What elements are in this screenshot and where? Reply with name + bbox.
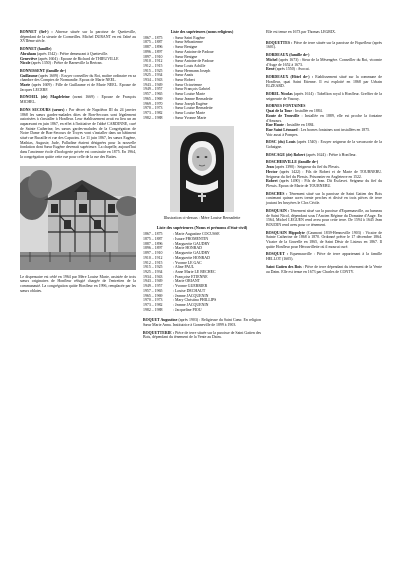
place-desc: : Installée en 1889, elle est proche la fontaine d'Amours. — [266, 113, 382, 123]
place-name: Route de Trouville — [266, 113, 300, 118]
nun-portrait-image — [170, 126, 234, 212]
entry-body: (après 1540) : Ecuyer seigneur de la vavassorie de la Gohaigne. — [266, 140, 382, 150]
portrait-caption: Illustration ci-dessus : Mère Louise Bernadette — [163, 215, 241, 221]
entry-head: BOQUETTES : — [266, 40, 293, 45]
person-name: René — [266, 67, 275, 72]
list-name: : Sœur Louis Achille — [173, 63, 206, 68]
list-name: : Isaure FROMENTIN — [173, 237, 209, 242]
list-name: : Yvonne LE GAC — [173, 260, 202, 265]
list-years: 1973 – 1982 — [143, 110, 163, 115]
person-name: Geneviève — [20, 56, 38, 61]
list-years: 1897 – 1910 — [143, 251, 163, 256]
list-years: 1915 – 1925 — [143, 265, 163, 270]
entry-head: BOSCHERVILLE (famille de-) — [266, 160, 319, 165]
list-name: : Sœur Louise Bernadette — [173, 106, 213, 111]
entry-body: (avant 1669) : Epouse de François MICHEL. — [20, 95, 136, 105]
list-years: 1867 – 1875 — [143, 35, 163, 40]
list-years: 1915 – 1925 — [143, 68, 163, 73]
list-name: : Yvonne GUERRIER — [173, 284, 208, 289]
person-desc: (après 1542) : Prêtre demeurant à Quetteville. — [36, 51, 109, 56]
entry-head: BOSQUET : — [266, 252, 289, 257]
entry-bonnet-famille — [20, 47, 136, 66]
entry-bonnissent — [20, 69, 136, 93]
list-years: 1973 – 1982 — [143, 302, 163, 307]
entry-head: BOSCHES : — [266, 191, 288, 196]
entry-head: BOREL Nicolas — [266, 92, 293, 97]
list-name: : Sœur Benigne — [173, 54, 198, 59]
list-years: 1887 – 1896 — [143, 45, 163, 50]
column-right — [266, 30, 382, 277]
list-title-civil: Liste des supérieures (Noms et prénoms d'état-civil) — [156, 225, 248, 231]
place-name: Rue Haute — [266, 123, 284, 128]
entry-boscage — [266, 153, 382, 158]
column-left — [20, 30, 136, 299]
list-name: : Aline PAUL — [173, 265, 195, 270]
entry-bosquain-hippolyte — [266, 231, 382, 250]
list-years: 1896 – 1897 — [143, 246, 163, 251]
list-name: : Jacqueline PIOU — [173, 307, 202, 312]
list-years: 1897 – 1910 — [143, 54, 163, 59]
list-name: : Sœur Antoine de Padoue — [173, 49, 214, 54]
entry-head: BONNET (famille) — [20, 47, 52, 52]
list-name: : Sœur Hermann Joseph — [173, 68, 211, 73]
person-name: Marie — [20, 83, 31, 88]
list-years: 1910 – 1912 — [143, 255, 163, 260]
list-years: 1934 – 1943 — [143, 78, 163, 83]
list-years: 1970 – 1973 — [143, 298, 163, 303]
entry-bordeaux-famille — [266, 53, 382, 72]
list-years: 1867 – 1875 — [143, 232, 163, 237]
person-name: Hector — [266, 169, 278, 174]
list-years: 1875 – 1887 — [143, 40, 163, 45]
person-desc: (après 1673) : Sieur de la Mésengère. Conseiller du Roi, vicomte d'Auge de 1652 à 1673. — [266, 57, 382, 67]
see-also: Voir aussi à Pompes. — [266, 132, 299, 137]
list-years: 1925 – 1934 — [143, 269, 163, 274]
list-years: 1887 – 1896 — [143, 241, 163, 246]
list-years: 1965 – 1969 — [143, 96, 163, 101]
entry-head: BONNET (fief-) : — [20, 30, 53, 34]
list-name: : Marguerite GAUDRY — [173, 241, 210, 246]
entry-continuation: Elle est tenue en 1673 par Thomas LEGRIX. — [266, 30, 336, 34]
list-years: 1957 – 1965 — [143, 92, 163, 97]
list-name: : Sœur Anaïs — [173, 73, 194, 78]
place-desc: : Installée en 1884. — [284, 123, 315, 128]
list-years: 1943 – 1949 — [143, 279, 163, 284]
entry-bonoeil — [20, 95, 136, 104]
entry-bornes-fontaines — [266, 104, 382, 137]
entry-body: Par décret de Napoléon III du 24 janvier 1868 les sœurs gardes-malades dites de Bon-Secours sont légalement autorisées à s'installer à Honfleur. Leur établissement avait eu lieu un an auparavant en juin 1867, en effet à l'initiative de l'abbé CARDINNE, curé de Sainte Catherine, les sœurs gardes-malades de la Congrégation de Notre Dame de Bon-Secours de Troyes vont s'installer dans un bâtiment situé rue Bucaille et rue des Capucins. Le 11 juin 1867, les sœurs Eugène, Mathias, Auguste, Jude, Palladine étaient désignées pour la nouvelle fondation dont Sœur Eugène devenait supérieure. La chapelle, aujourd'hui dans l'ancienne école d'horlogerie privée est construite en 1875. En 1964, la congrégation quitte cette rue pour celle de la rue des Buttes. — [20, 107, 136, 159]
list-years: 1912 – 1915 — [143, 63, 163, 68]
list-name: : Marie Augustine COCUSSE — [173, 232, 220, 237]
list-name: : Sœur Octavienne — [173, 82, 202, 87]
entry-boquetterie — [143, 331, 261, 340]
entry-head: BOQUETTERIE : — [143, 330, 175, 335]
person-desc: (après 1609) : Fille de Guillaume et de Marie NEEL. Epouse de Jacques LECERF. — [20, 83, 136, 92]
superiors-religious-list — [143, 36, 261, 121]
entry-body: Equemauville : Pièce de terre appartenant à la famille HELLOT (1605). — [266, 252, 382, 262]
entry-head: BORDEAUX (Hôtel de-) : — [266, 74, 314, 79]
list-years: 1949 – 1957 — [143, 284, 163, 289]
list-row — [143, 116, 261, 121]
entry-body: Ténement situé sur la paroisse de Saint Gatien des Bois contenant quinze acres trente perches et divisé en trois pièces de terre joutant les bruyères le Clos Cécile. — [266, 191, 382, 206]
entry-head: Saint Gatien des Bois — [266, 264, 302, 269]
person-name: Michel — [266, 57, 278, 62]
list-years: 1969 – 1970 — [143, 101, 163, 106]
list-years: 1949 – 1957 — [143, 87, 163, 92]
list-name: : Louise DECHAUT — [173, 288, 206, 293]
list-name: : Marguerite HONRAD — [173, 255, 210, 260]
list-name: : Marie HONRAD — [173, 246, 202, 251]
entry-body: Aînesse située sur la paroisse de Quetteville, dépendant de la sieurie de Cormeilles. Michel DURANT en est l'aîné au XVIIème siècle. — [20, 30, 136, 44]
entry-bons-secours — [20, 108, 136, 160]
person-desc: (après 1550) : Avocat. — [275, 67, 310, 72]
list-years: 1910 – 1912 — [143, 59, 163, 64]
list-years: 1925 – 1934 — [143, 73, 163, 78]
entry-body: (après 1624) : Prêtre à Honfleur. — [306, 152, 357, 157]
list-name: : Sœur Jeanne Bernadette — [173, 96, 213, 101]
entry-body: Ténement situé sur la paroisse d'Equemauville, au hameau de Saint Nicol, dépendant sous l'Ancien Régime du Domaine d'Auge. En 1564, Michel LEGUEN rend aveu pour cette terre. De 1594 à 1645 Jean BOUDIN rend aveu pour ce ténement. — [266, 208, 382, 227]
entry-body: (Caumont 1839-Hennoville 1903) : Vicaire de Sainte Catherine de 1868 à 1870. Ordonné prêtre le 17 décembre 1864. Vicaire de la Gravelle en 1865, de Saint Désir de Lisieux en 1867. Il quitte Honfleur pour Hérouvillette où il mourut curé. — [266, 230, 382, 249]
list-name: : Jeanne JACQUENIN — [173, 293, 209, 298]
entry-body: (après 1903) : Religieuse du Saint Cœur. En religion Sœur Marie Anna. Institutrice à Gonneville de 1899 à 1903. — [143, 318, 261, 328]
list-name: : Françoise ETIENNE — [173, 274, 208, 279]
entry-head: BOSCAGE (de) Robert — [266, 152, 306, 157]
list-years: 1912 – 1915 — [143, 260, 163, 265]
person-name: Jean — [266, 165, 274, 170]
place-name: Quai de la Tour — [266, 109, 293, 114]
person-name: Nicole — [20, 61, 31, 66]
entry-head: BONOEIL (de) Magdeleine — [20, 95, 70, 100]
list-name: : Sœur Yvonne Marie — [173, 115, 207, 120]
list-years: 1965 – 1969 — [143, 293, 163, 298]
list-years: 1934 – 1943 — [143, 274, 163, 279]
list-name: : Sœur Robert — [173, 78, 195, 83]
list-years: 1943 – 1949 — [143, 82, 163, 87]
house-photo — [20, 166, 136, 270]
list-name: : Sœur Antoine de Padoue — [173, 59, 214, 64]
entry-body: Pièce de terre située sur la paroisse de Saint Gatien des Bois, dépendant du tènement de la Vente au Daim. — [143, 330, 261, 340]
list-name: : Sœur Benigne — [173, 45, 198, 50]
place-name: Rue Saint Léonard — [266, 127, 298, 132]
entry-boscherville — [266, 160, 382, 188]
column-middle — [143, 30, 261, 343]
list-title-religious: Liste des supérieures (noms religieux) — [170, 30, 234, 34]
entry-bosches — [266, 192, 382, 206]
entry-head: BORDEAUX (famille de-) — [266, 53, 310, 58]
place-desc: : Installée en 1884. — [293, 109, 323, 114]
list-years: 1982 – 1988 — [143, 307, 163, 312]
list-years: 1970 – 1973 — [143, 106, 163, 111]
list-years: 1875 – 1887 — [143, 237, 163, 242]
entry-boquet — [143, 318, 261, 327]
entry-bonnet-fief — [20, 30, 136, 44]
list-name: : Sœur Louise Marie — [173, 92, 206, 97]
list-years: 1982 – 1988 — [143, 115, 163, 120]
entry-head: BORNES FONTAINES — [266, 104, 306, 109]
entry-body: : Pièce de terre dépendant du ténement de la Vente au Daim. Elle est tenue en 1673 par Charles de CONTY. — [266, 264, 382, 274]
list-years: 1896 – 1897 — [143, 49, 163, 54]
nun-portrait — [170, 126, 234, 212]
entry-head: BOSQUAIN : — [266, 208, 290, 213]
list-name: : Sœur Sébastienne — [173, 40, 203, 45]
entry-borel — [266, 92, 382, 101]
list-name: : Sœur Louise Marie — [173, 110, 206, 115]
person-desc: (après 1609) : Ecuyer conseiller du Roi, maître ordinaire en sa chambre des Comptes de Normandie. Epoux de Marie NEEL. — [20, 73, 136, 83]
list-name: : Mary Christina PHILLIPS — [173, 298, 217, 303]
list-name: : Marguerite GAUDRY — [173, 251, 210, 256]
entry-head: BONS SECOURS (sœurs) : — [20, 107, 68, 112]
person-desc: (après 1350) : Prêtre de Barneville la Bertran. — [31, 61, 103, 66]
entry-dispensaire: Le dispensaire est cédé en 1964 par Mère Louise Marie, assistée de trois sœurs originaires de Honfleur réfugié chargée de l'entretien de la communauté. La congrégation quitte Honfleur en 1996, remplacée par les sœurs oblates. — [20, 274, 136, 293]
person-desc: (après 1604) : Epouse de Richard de THIEUVILLE — [38, 56, 119, 61]
entry-head: BOSQUAIN Hippolyte — [266, 230, 305, 235]
entry-body: Etablissement situé sur la commune de Honfleur, quai Saint Etienne. Il est exploité en 1868 par Urbain ELZEARD. — [266, 74, 382, 89]
entry-bosquet — [266, 252, 382, 261]
entry-body: (après 1614) : Tabellion royal à Honfleur. Greffier de la seigneurie de Vasouy. — [266, 92, 382, 101]
person-desc: (après 1422) : Fils de Robert et de Marie de TOURNEBU. Seigneur du fief du Plessis. Prisonnier en Angleterre en 1522. — [266, 169, 382, 179]
house-photo-image — [20, 166, 136, 270]
entry-head: BOQUET Augustine — [143, 318, 178, 323]
person-name: Guillaume — [20, 73, 38, 78]
entry-head: BOSC (du) Louis — [266, 140, 296, 145]
entry-body: Pièce de terre située sur la paroisse de Fiquefleur (après 1601). — [266, 40, 382, 50]
entry-bosc-louis — [266, 140, 382, 149]
list-name: : Sœur Joseph Eugène — [173, 101, 208, 106]
list-name: : Jeanne JACQUENIN — [173, 302, 209, 307]
person-desc: (après 1390) : Seigneur du fief du Plessis. — [274, 165, 340, 170]
person-name: Robert — [266, 179, 278, 184]
superiors-civil-list — [143, 232, 261, 312]
entry-bordeaux-hotel — [266, 75, 382, 89]
person-name: Abraham — [20, 51, 36, 56]
place-desc: : Les bornes fontaines sont installées en 1875. — [298, 127, 371, 132]
list-row — [143, 308, 261, 313]
entry-bosquain — [266, 209, 382, 228]
list-years: 1957 – 1965 — [143, 288, 163, 293]
entry-saint-gatien — [266, 265, 382, 274]
entry-boquettes — [266, 41, 382, 50]
list-name: : Marie ORIANT — [173, 279, 201, 284]
person-desc: (après 1490) : Fils de Jean. Dit Esclavet. Seigneur du fief du Plessis. Epoux de Marie de TOURNEBU. — [266, 179, 382, 188]
list-name: : Sœur François Gabriel — [173, 87, 211, 92]
list-name: : Sœur Saint Eugène — [173, 35, 205, 40]
entry-head: BONNISSENT (famille de-) — [20, 68, 67, 73]
list-name: : Anne Marie LE BECHEC — [173, 269, 216, 274]
